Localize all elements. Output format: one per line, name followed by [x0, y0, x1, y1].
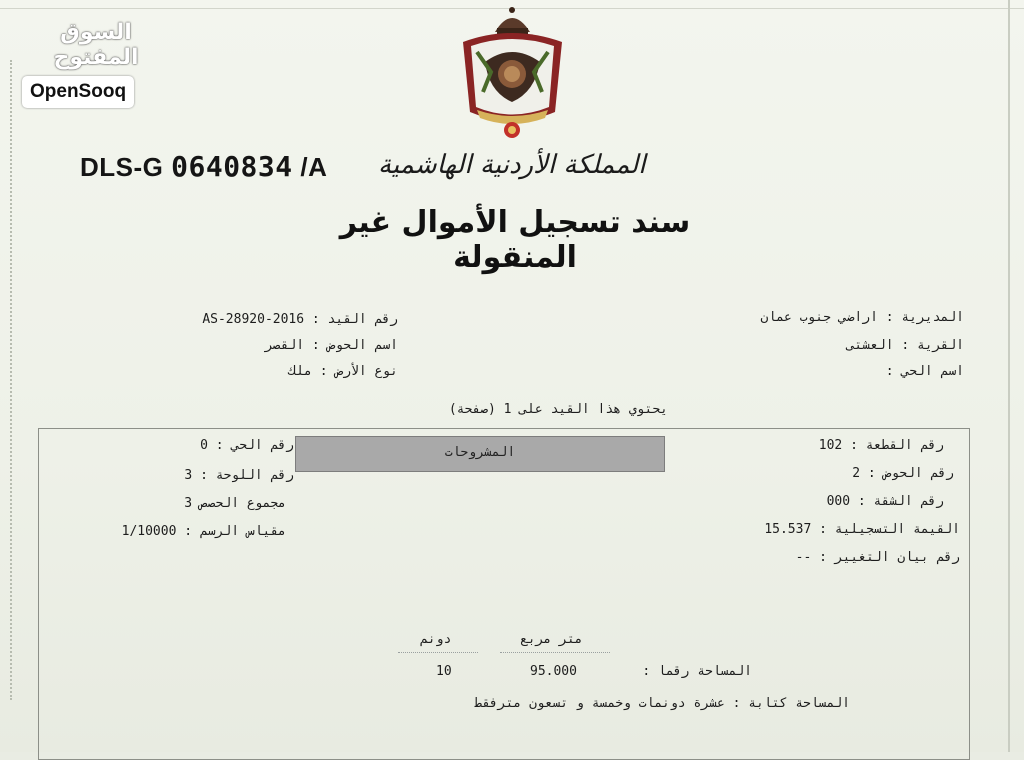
- registration-value-field: القيمة التسجيلية : 15.537: [764, 522, 960, 537]
- area-written-field: المساحة كتابة : عشرة دونمات وخمسة و تسعون مترفقط: [474, 696, 850, 711]
- parcel-number-field: رقم القطعة : 102: [818, 438, 944, 453]
- area-numeric-label: المساحة رقما :: [642, 664, 752, 679]
- area-dunum-value: 10: [436, 664, 452, 679]
- kingdom-name: المملكة الأردنية الهاشمية: [378, 150, 646, 180]
- district-name-field: اسم الحي :: [885, 364, 964, 379]
- basin-number-field: رقم الحوض : 2: [852, 466, 954, 481]
- land-type-field: نوع الأرض : ملك: [288, 364, 398, 379]
- document-serial: [80, 150, 327, 183]
- page-left-edge: [10, 60, 18, 700]
- change-statement-field: رقم بيان التغيير : --: [795, 550, 960, 565]
- record-number-field: رقم القيد : 2016-AS-28920: [202, 312, 398, 327]
- remarks-label: المشروحات: [444, 445, 516, 460]
- watermark-arabic: السوق المفتوح: [53, 20, 139, 70]
- pages-note: يحتوي هذا القيد على 1 (صفحة): [448, 402, 668, 417]
- page-right-edge: [1008, 0, 1010, 752]
- village-field: القرية : العشتى: [846, 338, 964, 353]
- sqm-underline: [500, 652, 610, 654]
- basin-name-field: اسم الحوض : القصر: [264, 338, 398, 353]
- shares-total-field: مجموع الحصص 3: [184, 496, 286, 511]
- serial-number: 0640834: [171, 150, 293, 183]
- area-sqm-value: 95.000: [530, 664, 577, 679]
- opensooq-watermark: [22, 20, 172, 108]
- unit-square-meter: متر مربع: [520, 632, 583, 647]
- apartment-number-field: رقم الشقة : 000: [826, 494, 944, 509]
- unit-dunum: دونم: [420, 632, 452, 647]
- plate-number-field: رقم اللوحة : 3: [184, 468, 294, 483]
- serial-suffix: /A: [300, 152, 328, 182]
- document-title: سند تسجيل الأموال غير المنقولة: [339, 205, 691, 275]
- jordan-coat-of-arms-icon: [455, 2, 570, 142]
- watermark-english: OpenSooq: [22, 76, 134, 108]
- remarks-header: [295, 436, 665, 472]
- district-number-field: رقم الحي : 0: [200, 438, 294, 453]
- map-scale-field: مقياس الرسم : 1/10000: [121, 524, 286, 539]
- dunum-underline: [398, 652, 478, 654]
- directorate-field: المديرية : اراضي جنوب عمان: [760, 310, 964, 325]
- serial-prefix: DLS-G: [80, 152, 164, 182]
